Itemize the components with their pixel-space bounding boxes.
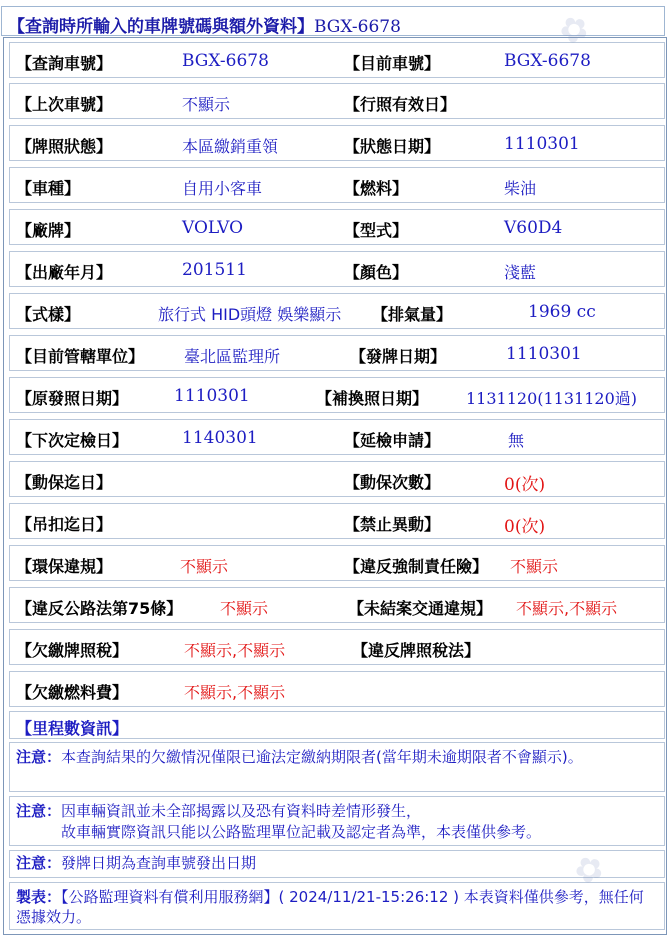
label-lien-count: 【動保次數】 — [344, 473, 441, 492]
value-color: 淺藍 — [504, 263, 537, 282]
label-brand: 【廠牌】 — [16, 221, 81, 240]
value-unpaid-fuel-fee: 不顯示,不顯示 — [184, 683, 286, 702]
value-style: 旅行式 HID頭燈 娛樂顯示 — [158, 305, 342, 324]
note-label: 注意： — [16, 802, 62, 820]
label-insurance-violation: 【違反強制責任險】 — [344, 557, 489, 576]
info-row — [9, 83, 665, 119]
value-environmental-violation: 不顯示 — [180, 557, 229, 576]
label-fuel: 【燃料】 — [344, 179, 409, 198]
header-plate: BGX-6678 — [314, 17, 401, 37]
info-row — [9, 167, 665, 203]
label-current-plate: 【目前車號】 — [344, 54, 441, 73]
value-issue-date: 1110301 — [506, 344, 582, 364]
value-status-date: 1110301 — [504, 134, 580, 154]
value-next-inspection-date: 1140301 — [182, 428, 258, 448]
value-inspection-extension: 無 — [508, 431, 525, 450]
label-open-traffic-violations: 【未結案交通違規】 — [348, 599, 493, 618]
info-row — [9, 419, 665, 455]
note-label: 注意： — [16, 854, 62, 872]
note-line-2: 故車輛實際資訊只能以公路監理單位記載及認定者為準，本表僅供參考。 — [61, 823, 542, 841]
value-previous-plate: 不顯示 — [182, 95, 231, 114]
label-next-inspection-date: 【下次定檢日】 — [16, 431, 129, 450]
value-lien-count: 0(次) — [504, 475, 546, 495]
mileage-section-header — [9, 711, 665, 739]
label-status-date: 【狀態日期】 — [344, 137, 441, 156]
header-title: 【查詢時所輸入的車牌號碼與額外資料】BGX-6678 — [8, 17, 401, 37]
label-inspection-extension: 【延檢申請】 — [344, 431, 441, 450]
label-vehicle-type: 【車種】 — [16, 179, 81, 198]
info-row — [9, 461, 665, 497]
vehicle-info-table — [3, 37, 667, 935]
value-current-plate: BGX-6678 — [504, 51, 591, 71]
value-model: V60D4 — [504, 218, 563, 238]
info-row — [9, 671, 665, 707]
footer-label: 製表： — [16, 888, 62, 906]
footer-text: 【公路監理資料有償利用服務網】( 2024/11/21-15:26:12 ) 本表資料僅供參考，無任何憑據效力。 — [16, 888, 644, 926]
label-reissue-date: 【補換照日期】 — [316, 389, 429, 408]
value-fuel: 柴油 — [504, 179, 537, 198]
info-row — [9, 629, 665, 665]
value-unpaid-license-tax: 不顯示,不顯示 — [184, 641, 286, 660]
value-open-traffic-violations: 不顯示,不顯示 — [516, 599, 618, 618]
note-label: 注意： — [16, 748, 62, 766]
info-row — [9, 503, 665, 539]
label-transfer-prohibited: 【禁止異動】 — [344, 515, 441, 534]
note-text: 本查詢結果的欠繳情況僅限已逾法定繳納期限者(當年期未逾期限者不會顯示)。 — [61, 748, 583, 766]
note-text: 發牌日期為查詢車號發出日期 — [61, 854, 257, 872]
value-highway-act-violation: 不顯示 — [220, 599, 269, 618]
info-row — [9, 545, 665, 581]
note-disclaimer — [9, 796, 665, 846]
label-environmental-violation: 【環保違規】 — [16, 557, 113, 576]
label-issue-date: 【發牌日期】 — [350, 347, 447, 366]
label-license-valid-date: 【行照有效日】 — [344, 95, 457, 114]
value-insurance-violation: 不顯示 — [510, 557, 559, 576]
label-highway-act-violation: 【違反公路法第75條】 — [16, 599, 183, 618]
label-manufacture-date: 【出廠年月】 — [16, 263, 113, 282]
label-unpaid-license-tax: 【欠繳牌照稅】 — [16, 641, 129, 660]
info-row — [9, 293, 665, 329]
label-style: 【式樣】 — [16, 305, 81, 324]
info-row — [9, 587, 665, 623]
label-plate-status: 【牌照狀態】 — [16, 137, 113, 156]
info-row — [9, 377, 665, 413]
label-jurisdiction: 【目前管轄單位】 — [16, 347, 145, 366]
value-manufacture-date: 201511 — [182, 260, 247, 280]
label-previous-plate: 【上次車號】 — [16, 95, 113, 114]
value-brand: VOLVO — [182, 218, 244, 238]
value-plate-status: 本區繳銷重領 — [182, 137, 279, 156]
value-displacement: 1969 cc — [528, 302, 596, 322]
info-row — [9, 209, 665, 245]
label-query-plate: 【查詢車號】 — [16, 54, 113, 73]
value-query-plate: BGX-6678 — [182, 51, 269, 71]
value-reissue-date: 1131120(1131120過) — [466, 389, 638, 408]
note-issue-date — [9, 850, 665, 878]
info-row — [9, 251, 665, 287]
label-unpaid-fuel-fee: 【欠繳燃料費】 — [16, 683, 129, 702]
label-license-tax-violation: 【違反牌照稅法】 — [352, 641, 481, 660]
value-jurisdiction: 臺北區監理所 — [184, 347, 281, 366]
report-footer — [9, 882, 665, 930]
note-overdue — [9, 742, 665, 792]
note-line-1: 因車輛資訊並未全部揭露以及恐有資料時差情形發生， — [61, 802, 422, 820]
query-header — [1, 6, 665, 36]
info-row — [9, 335, 665, 371]
label-suspension-end-date: 【吊扣迄日】 — [16, 515, 113, 534]
label-lien-end-date: 【動保迄日】 — [16, 473, 113, 492]
value-transfer-prohibited: 0(次) — [504, 517, 546, 537]
label-original-license-date: 【原發照日期】 — [16, 389, 129, 408]
value-original-license-date: 1110301 — [174, 386, 250, 406]
value-vehicle-type: 自用小客車 — [182, 179, 263, 198]
mileage-section-title: 【里程數資訊】 — [16, 719, 129, 738]
info-row — [9, 125, 665, 161]
label-color: 【顏色】 — [344, 263, 409, 282]
info-row — [9, 42, 665, 78]
label-displacement: 【排氣量】 — [372, 305, 453, 324]
label-model: 【型式】 — [344, 221, 409, 240]
